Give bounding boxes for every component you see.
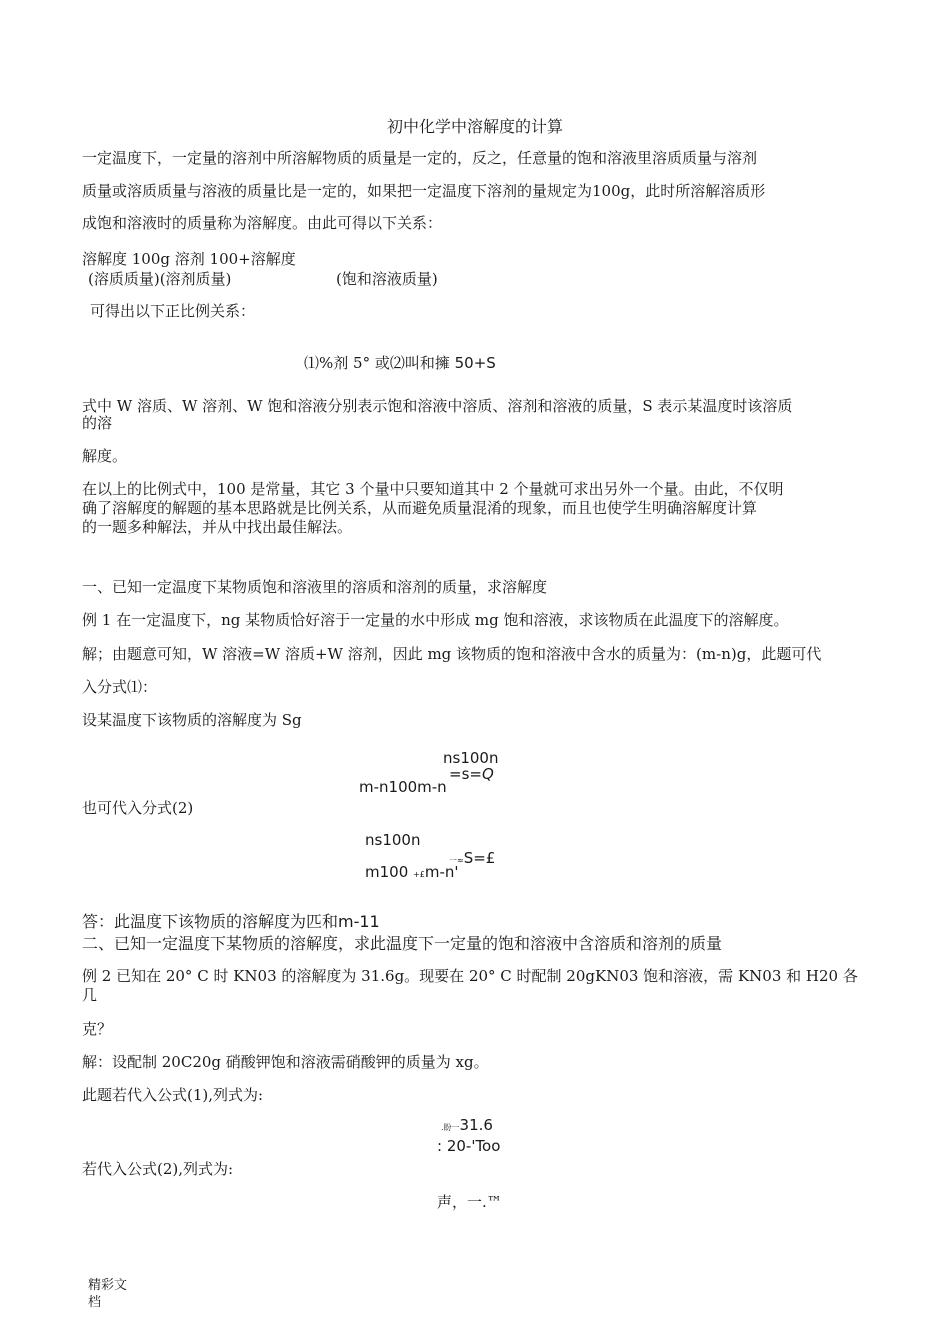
section-1-title: 一、已知一定温度下某物质饱和溶液里的溶质和溶剂的质量，求溶解度: [82, 578, 548, 596]
explanation-line-3: 解度。: [82, 447, 128, 465]
formula-1-top: ns100n: [443, 749, 499, 767]
footer-line-1: 精彩文: [88, 1278, 128, 1293]
formula-2-bottom-a: m100: [365, 863, 409, 881]
formula-proportion: [304, 353, 496, 374]
formula-2-mid-text: S=£: [463, 849, 496, 867]
formula-4: 声，一.™: [437, 1193, 502, 1211]
formula-2-bottom-b: m-n': [424, 863, 459, 881]
answer-1: [82, 911, 380, 932]
proportion-intro: 可得出以下正比例关系：: [90, 302, 256, 320]
formula-2-bottom: [365, 862, 458, 885]
formula-2-mid-small: 一≈: [449, 856, 464, 865]
intro-line-3: 成饱和溶液时的质量称为溶解度。由此可得以下关系：: [82, 214, 443, 232]
formula-2-top: ns100n: [365, 831, 421, 849]
relation-line-1: 溶解度 100g 溶剂 100+溶解度: [82, 250, 296, 268]
paragraph-line-2: 确了溶解度的解题的基本思路就是比例关系，从而避免质量混淆的现象，而且也使学生明确溶解度计算: [82, 499, 758, 517]
solution-2-line-3: 若代入公式(2),列式为:: [82, 1160, 234, 1178]
solution-1-line-2: 入分式⑴：: [82, 678, 158, 696]
formula-proportion-tail: 50+S: [454, 354, 496, 372]
paragraph-line-3: 的一题多种解法，并从中找出最佳解法。: [82, 518, 353, 536]
formula-1-bottom: m-n100m-n: [359, 778, 447, 796]
formula-proportion-text: ⑴%剂 5° 或⑵叫和擁: [304, 354, 450, 372]
footer-line-2: 档: [88, 1295, 102, 1310]
solution-2-line-2: 此题若代入公式(1),列式为:: [82, 1086, 264, 1104]
relation-line-2-left: (溶质质量)(溶剂质量): [88, 270, 232, 288]
example-2-line-2: 几: [82, 986, 98, 1004]
example-1: 例 1 在一定温度下，ng 某物质恰好溶于一定量的水中形成 mg 饱和溶液，求该物质在此温度下的溶解度。: [82, 611, 789, 629]
solution-1-line-1: 解；由题意可知，W 溶液=W 溶质+W 溶剂，因此 mg 该物质的饱和溶液中含水的质量为：(m-n)g，此题可代: [82, 645, 822, 663]
solution-1-line-3: 设某温度下该物质的溶解度为 Sg: [82, 711, 302, 729]
explanation-line-1: 式中 W 溶质、W 溶剂、W 饱和溶液分别表示饱和溶液中溶质、溶剂和溶液的质量，S 表示某温度时该溶质: [82, 397, 793, 415]
intro-line-1: 一定温度下，一定量的溶剂中所溶解物质的质量是一定的，反之，任意量的饱和溶液里溶质质量与溶剂: [82, 149, 758, 167]
explanation-line-2: 的溶: [82, 414, 113, 432]
formula-1-mid: [449, 764, 494, 785]
formula-3-small: .盼一: [441, 1123, 460, 1132]
answer-1-text: 答：此温度下该物质的溶解度为匹和: [82, 912, 339, 931]
answer-1-tail: m-11: [338, 912, 380, 931]
intro-line-2: 质量或溶质质量与溶液的质量比是一定的，如果把一定温度下溶剂的量规定为100g，此时所溶解溶质形: [82, 182, 766, 200]
page-title: 初中化学中溶解度的计算: [386, 117, 563, 136]
also-formula-2: 也可代入分式(2): [82, 799, 194, 817]
formula-3-top: [441, 1115, 493, 1138]
relation-line-2-right: (饱和溶液质量): [336, 270, 438, 288]
section-2-title: 二、已知一定温度下某物质的溶解度，求此温度下一定量的饱和溶液中含溶质和溶剂的质量: [82, 934, 723, 953]
paragraph-line-1: 在以上的比例式中，100 是常量，其它 3 个量中只要知道其中 2 个量就可求出另外一个量。由此，不仅明: [82, 480, 784, 498]
formula-2-bottom-small: +£: [413, 870, 425, 879]
example-2-line-3: 克？: [82, 1020, 113, 1038]
formula-1-mid-text: =s=: [449, 765, 482, 783]
formula-1-mid-italic: Q: [481, 765, 494, 783]
formula-3-bottom: : 20-'Too: [437, 1137, 501, 1155]
solution-2-line-1: 解：设配制 20C20g 硝酸钾饱和溶液需硝酸钾的质量为 xg。: [82, 1053, 489, 1071]
example-2-line-1: 例 2 已知在 20° C 时 KN03 的溶解度为 31.6g。现要在 20° C 时配制 20gKN03 饱和溶液，需 KN03 和 H20 各: [82, 967, 858, 985]
formula-3-top-text: 31.6: [459, 1116, 493, 1134]
